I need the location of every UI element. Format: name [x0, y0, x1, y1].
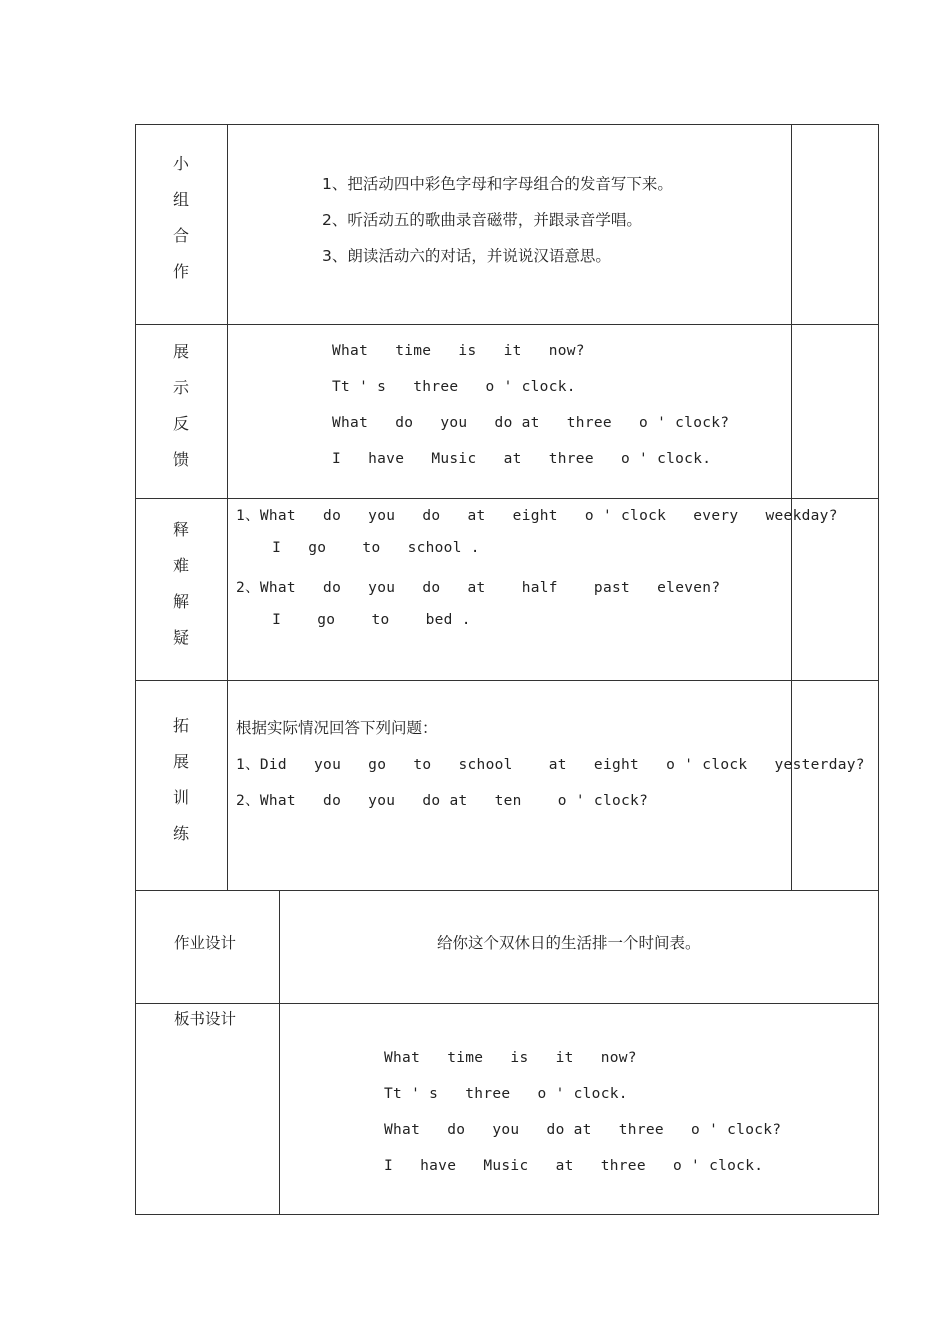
table-border-top: [135, 124, 879, 125]
group-work-line-1: 1、把活动四中彩色字母和字母组合的发音写下来。: [322, 175, 673, 193]
row-divider-1: [135, 324, 879, 325]
table-border-right: [878, 124, 879, 1215]
board-line-1: What time is it now?: [384, 1050, 637, 1066]
clarify-line-1: 1、What do you do at eight o ' clock every weekday?: [236, 508, 838, 524]
extension-line-3: 2、What do you do at ten o ' clock?: [236, 793, 649, 809]
group-work-line-2: 2、听活动五的歌曲录音磁带，并跟录音学唱。: [322, 211, 642, 229]
board-line-3: What do you do at three o ' clock?: [384, 1122, 782, 1138]
presentation-line-3: What do you do at three o ' clock?: [332, 415, 730, 431]
board-line-4: I have Music at three o ' clock.: [384, 1158, 764, 1174]
presentation-line-4: I have Music at three o ' clock.: [332, 451, 712, 467]
extension-line-1: 根据实际情况回答下列问题：: [236, 719, 438, 737]
extension-line-2: 1、Did you go to school at eight o ' clock yesterday?: [236, 757, 865, 773]
row-divider-3: [135, 680, 879, 681]
row-label-extension: 拓 展 训 练: [172, 716, 189, 843]
homework-text: 给你这个双休日的生活排一个时间表。: [437, 934, 701, 952]
group-work-line-3: 3、朗读活动六的对话，并说说汉语意思。: [322, 247, 611, 265]
lower-label-column-divider: [279, 890, 280, 1215]
row-divider-5: [135, 1003, 879, 1004]
clarify-line-3: 2、What do you do at half past eleven?: [236, 580, 721, 596]
row-divider-2: [135, 498, 879, 499]
row-label-clarify: 释 难 解 疑: [172, 520, 189, 647]
presentation-line-1: What time is it now?: [332, 343, 585, 359]
row-label-group-work: 小 组 合 作: [172, 154, 189, 281]
homework-label: 作业设计: [174, 934, 237, 952]
row-divider-4: [135, 890, 879, 891]
presentation-line-2: Tt ' s three o ' clock.: [332, 379, 576, 395]
board-line-2: Tt ' s three o ' clock.: [384, 1086, 628, 1102]
label-column-divider: [227, 124, 228, 890]
clarify-line-2: I go to school .: [236, 540, 480, 556]
row-label-presentation: 展 示 反 馈: [172, 342, 189, 469]
board-label: 板书设计: [174, 1010, 237, 1028]
table-border-bottom: [135, 1214, 879, 1215]
clarify-line-4: I go to bed .: [236, 612, 471, 628]
